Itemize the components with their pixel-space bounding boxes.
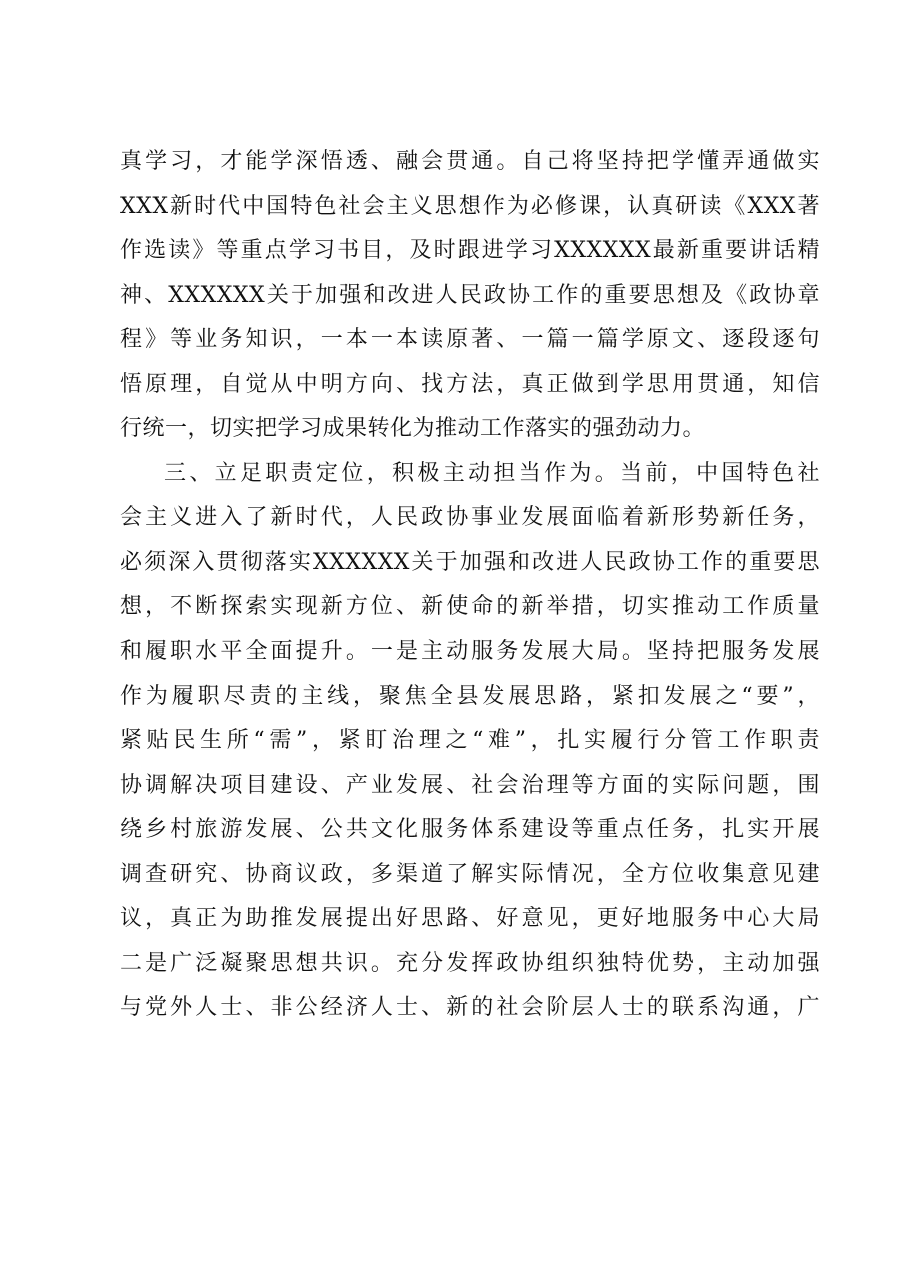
text-line: 议，真正为助推发展提出好思路、好意见，更好地服务中心大局 (120, 906, 820, 932)
text-line: 作选读》等重点学习书目，及时跟进学习XXXXXX最新重要讲话精 (120, 238, 820, 264)
text-line: 悟原理，自觉从中明方向、找方法，真正做到学思用贯通，知信 (120, 371, 820, 397)
text-line: 调查研究、协商议政，多渠道了解实际情况，全方位收集意见建 (120, 861, 820, 887)
text-line: 必须深入贯彻落实XXXXXX关于加强和改进人民政协工作的重要思 (120, 549, 820, 575)
text-line: 行统一，切实把学习成果转化为推动工作落实的强劲动力。 (120, 416, 706, 442)
text-line: 协调解决项目建设、产业发展、社会治理等方面的实际问题，围 (120, 772, 820, 798)
paragraph-heading-line: 三、立足职责定位，积极主动担当作为。当前，中国特色社 (164, 460, 820, 486)
text-line: XXX新时代中国特色社会主义思想作为必修课，认真研读《XXX著 (120, 193, 820, 219)
text-line: 会主义进入了新时代，人民政协事业发展面临着新形势新任务， (120, 505, 820, 531)
text-line: 二是广泛凝聚思想共识。充分发挥政协组织独特优势，主动加强 (120, 950, 820, 976)
text-line: 真学习，才能学深悟透、融会贯通。自己将坚持把学懂弄通做实 (120, 149, 820, 174)
text-line: 程》等业务知识，一本一本读原著、一篇一篇学原文、逐段逐句 (120, 327, 820, 353)
text-line: 作为履职尽责的主线，聚焦全县发展思路，紧扣发展之“要”， (120, 683, 820, 709)
text-line: 紧贴民生所“需”，紧盯治理之“难”，扎实履行分管工作职责 (120, 728, 820, 754)
text-line: 与党外人士、非公经济人士、新的社会阶层人士的联系沟通，广 (120, 995, 820, 1021)
text-line: 神、XXXXXX关于加强和改进人民政协工作的重要思想及《政协章 (120, 282, 820, 308)
text-line: 想，不断探索实现新方位、新使命的新举措，切实推动工作质量 (120, 594, 820, 620)
text-line: 和履职水平全面提升。一是主动服务发展大局。坚持把服务发展 (120, 639, 820, 665)
document-body (120, 140, 820, 1031)
text-line: 绕乡村旅游发展、公共文化服务体系建设等重点任务，扎实开展 (120, 817, 820, 843)
